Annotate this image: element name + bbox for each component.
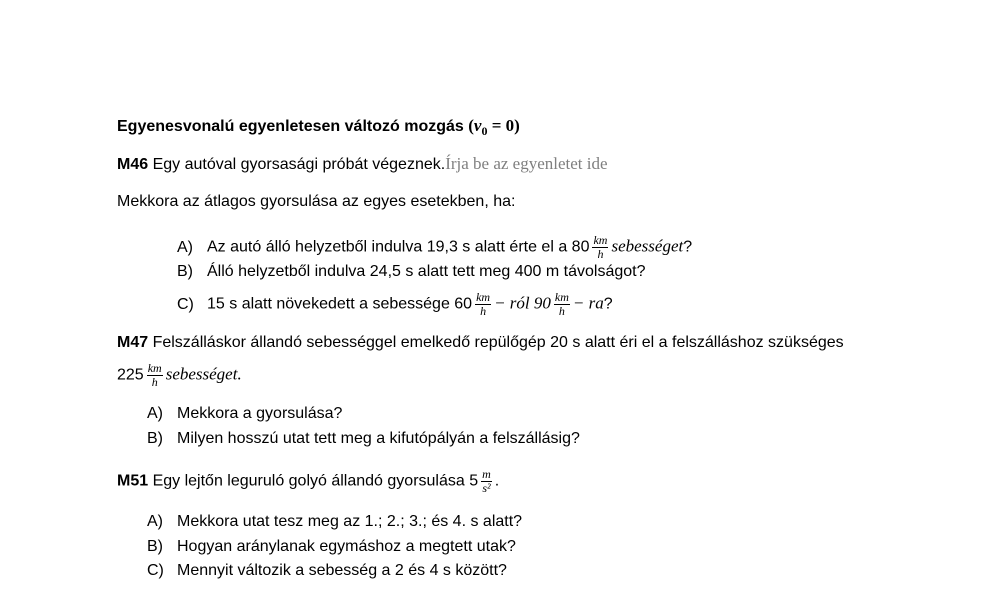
list-item <box>177 262 645 282</box>
item-text: Mekkora utat tesz meg az 1.; 2.; 3.; és 4. s alatt? <box>177 513 523 530</box>
speed-value: 225 <box>117 366 144 384</box>
list-item <box>147 512 522 532</box>
problem-m47 <box>117 333 844 353</box>
item-text: Hogyan aránylanak egymáshoz a megtett utak? <box>177 538 516 555</box>
problem-m47-line2 <box>117 362 242 389</box>
item-math: − ra <box>572 293 604 313</box>
fraction: $\frac{km}{h}$ <box>147 361 162 389</box>
item-math: sebességet. <box>165 364 242 384</box>
heading-text: Egyenesvonalú egyenletesen változó mozgás <box>117 118 464 135</box>
problem-id: M51 <box>117 472 149 490</box>
item-math: − ról 90 <box>494 293 551 313</box>
item-label: A) <box>147 513 163 530</box>
list-item: A) Az autó álló helyzetből indulva 19,3 s alatt érte el a 80 $\frac{km}{h}$ sebességet? <box>177 233 693 261</box>
heading-math: $(v_0 = 0)$ <box>468 116 520 138</box>
item-text: Mekkora a gyorsulása? <box>177 405 343 422</box>
list-item <box>147 404 342 424</box>
item-label: B) <box>177 263 193 280</box>
item-text: Milyen hosszú utat tett meg a kifutópályán a felszállásig? <box>177 430 580 447</box>
item-label: A) <box>177 238 193 256</box>
list-item <box>147 429 580 449</box>
item-label: B) <box>147 538 163 555</box>
item-text: 15 s alatt növekedett a sebessége 60 <box>207 295 473 313</box>
equation-placeholder[interactable]: Írja be az egyenletet ide <box>445 154 608 173</box>
problem-m51: M51 Egy lejtőn leguruló golyó állandó gyorsulása 5 $\frac{m}{\text{s²}}$ . <box>117 467 500 495</box>
item-label: C) <box>177 295 194 313</box>
list-item <box>147 561 507 581</box>
fraction: $\frac{km}{h}$ <box>476 290 491 318</box>
fraction: $\frac{m}{\text{s²}}$ <box>482 467 491 495</box>
item-label: C) <box>147 562 164 579</box>
item-text: Mennyit változik a sebesség a 2 és 4 s között? <box>177 562 507 579</box>
problem-m46 <box>117 154 608 175</box>
item-text: Az autó álló helyzetből indulva 19,3 s alatt érte el a 80 <box>207 238 590 256</box>
problem-text: Felszálláskor állandó sebességgel emelkedő repülőgép 20 s alatt éri el a felszálláshoz szükséges <box>148 334 844 351</box>
fraction: $\frac{km}{h}$ <box>554 290 569 318</box>
list-item: C) 15 s alatt növekedett a sebessége 60 $\frac{km}{h}$ − ról 90 $\frac{km}{h}$ − ra? <box>177 290 613 318</box>
item-label: A) <box>147 405 163 422</box>
section-heading <box>117 116 520 141</box>
problem-m46-question: Mekkora az átlagos gyorsulása az egyes esetekben, ha: <box>117 193 516 210</box>
problem-text: Egy autóval gyorsasági próbát végeznek. <box>148 156 446 173</box>
list-item <box>147 537 516 557</box>
problem-id: M47 <box>117 334 149 351</box>
item-label: B) <box>147 430 163 447</box>
problem-text: Egy lejtőn leguruló golyó állandó gyorsulása 5 <box>148 472 479 490</box>
item-text: Álló helyzetből indulva 24,5 s alatt tett meg 400 m távolságot? <box>207 263 646 280</box>
item-math: sebességet <box>611 236 684 256</box>
fraction: $\frac{km}{h}$ <box>593 233 608 261</box>
problem-id: M46 <box>117 156 149 173</box>
